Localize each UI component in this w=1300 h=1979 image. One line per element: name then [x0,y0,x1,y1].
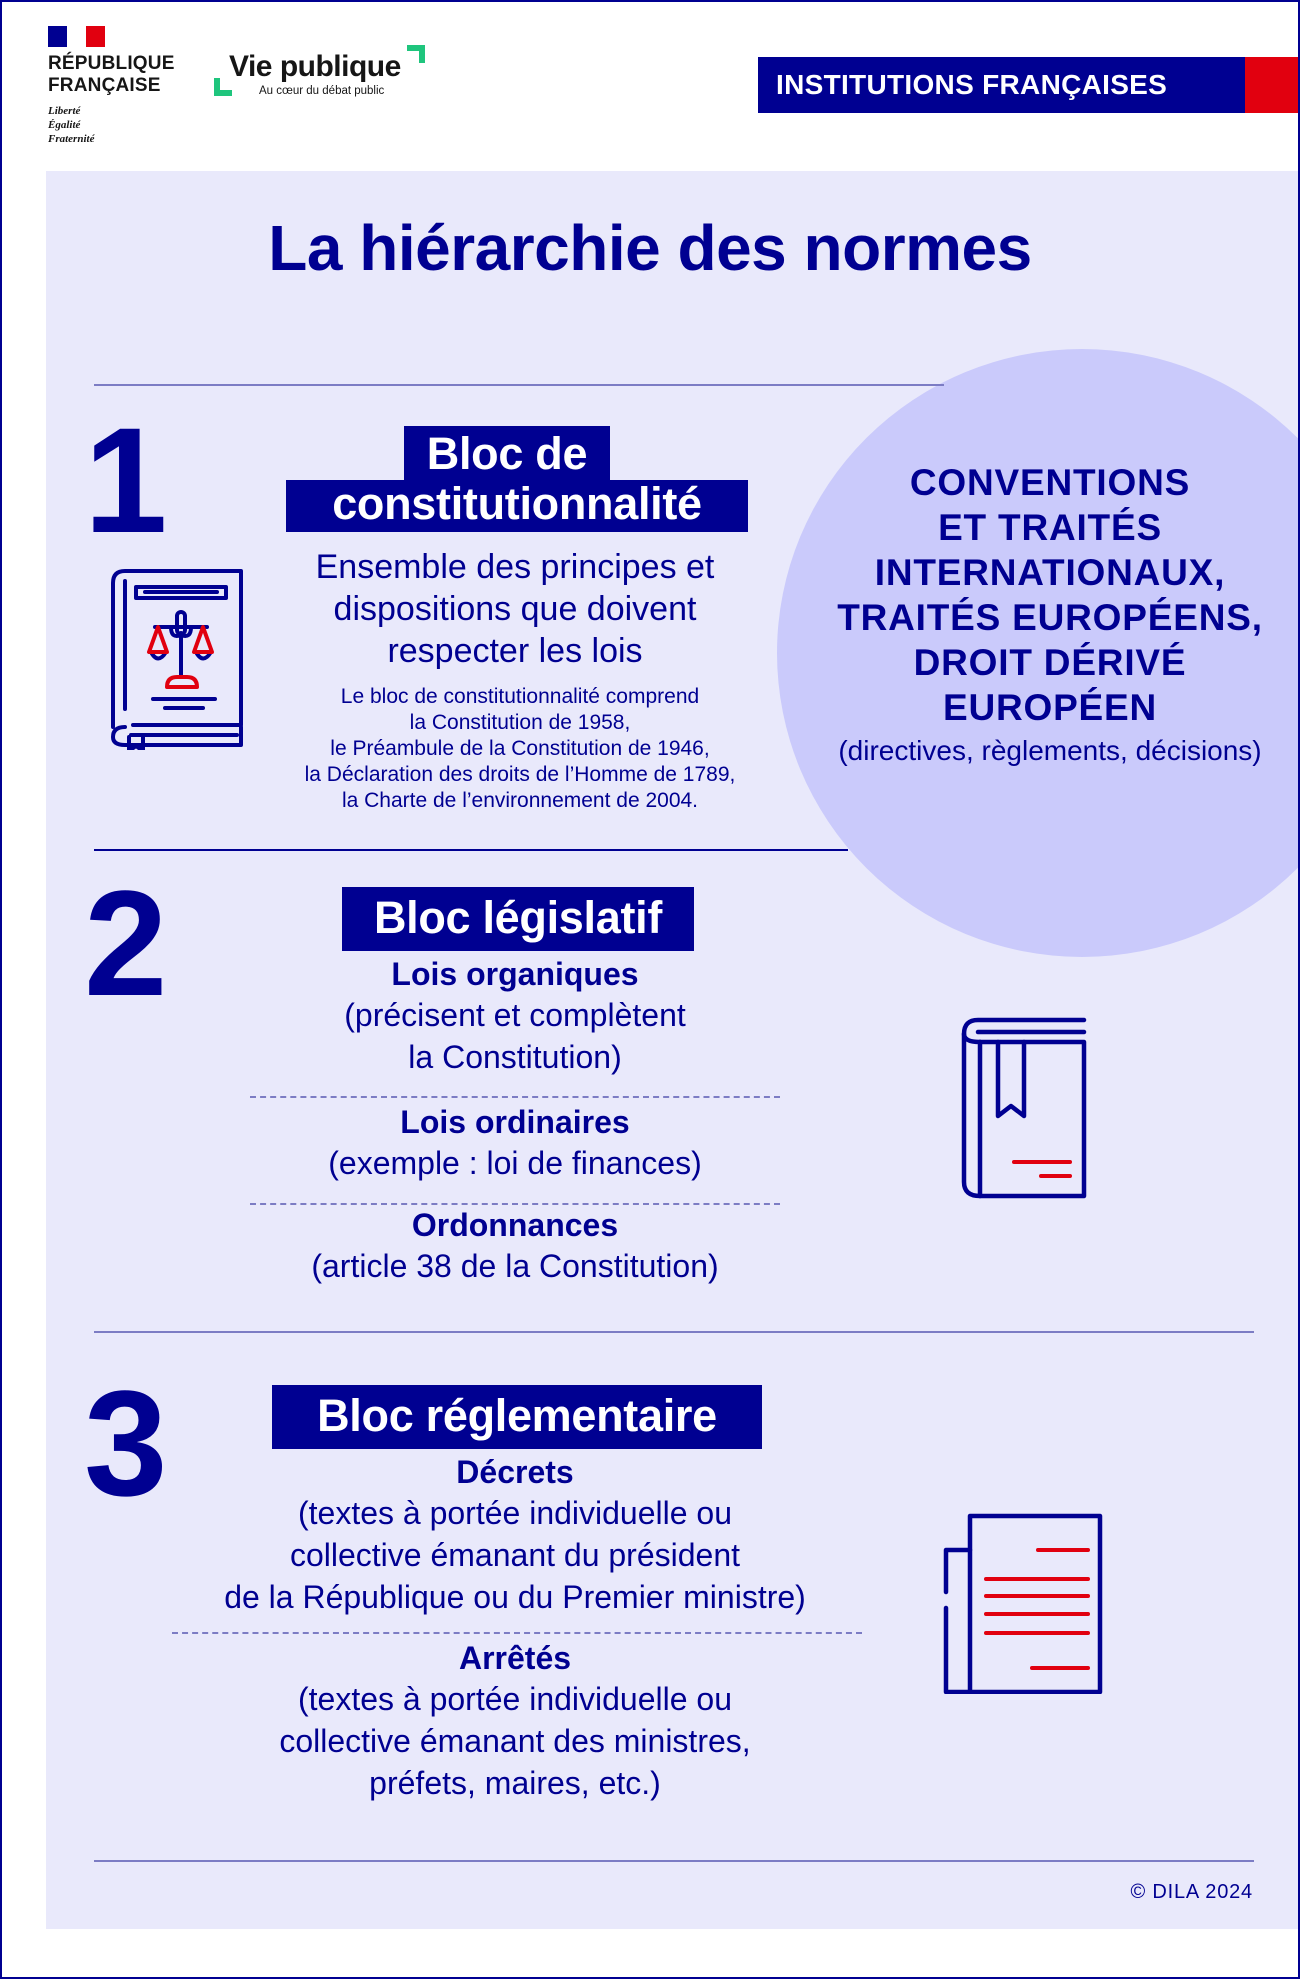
law-item [215,954,815,1078]
section-number: 3 [84,1359,168,1527]
law-item [215,1102,815,1184]
heading-line: ET TRAITÉS [938,507,1162,548]
motto-fraternite: Fraternité [48,133,95,145]
section-title-box: constitutionnalité [286,480,748,532]
divider [94,1860,1254,1862]
regulation-item-desc: préfets, maires, etc.) [369,1765,661,1801]
law-item-heading: Lois organiques [391,956,639,992]
document-pages-icon [942,1512,1104,1694]
heading-line: EUROPÉEN [942,687,1158,728]
republic-motto [48,104,94,146]
detail-line: la Constitution de 1958, [409,711,631,734]
dashed-separator [172,1632,862,1634]
motto-liberte: Liberté [48,105,81,117]
section-number: 2 [84,859,168,1027]
page-title: La hiérarchie des normes [268,212,1032,284]
category-banner: INSTITUTIONS FRANÇAISES [758,57,1246,113]
law-item-heading: Ordonnances [411,1207,619,1243]
section-title-box: Bloc de [404,426,610,482]
section-number: 1 [84,396,168,564]
regulation-item-desc: collective émanant du président [289,1537,741,1573]
motto-egalite: Égalité [48,119,81,131]
regulation-item-desc: (textes à portée individuelle ou [297,1681,733,1717]
regulation-item [150,1452,880,1618]
lead-line: Ensemble des principes et [315,548,715,586]
section-details [220,684,820,814]
vie-publique-bracket-icon [407,45,425,63]
detail-line: Le bloc de constitutionnalité comprend [340,685,700,708]
law-item-desc: (article 38 de la Constitution) [311,1248,719,1284]
french-flag-marianne-logo [48,26,105,47]
copyright: © DILA 2024 [1130,1881,1253,1903]
regulation-item-desc: de la République ou du Premier ministre) [224,1579,806,1615]
regulation-item [150,1638,880,1804]
international-law-subtitle: (directives, règlements, décisions) [838,735,1262,766]
detail-line: la Déclaration des droits de l’Homme de 1789, [304,763,736,786]
section-lead [250,546,780,672]
detail-line: la Charte de l’environnement de 2004. [341,789,699,812]
banner-red-accent [1245,57,1298,113]
regulation-item-desc: collective émanant des ministres, [279,1723,751,1759]
divider [94,384,944,386]
law-item-desc: la Constitution) [408,1039,622,1075]
law-item-heading: Lois ordinaires [400,1104,630,1140]
regulation-item-heading: Arrêtés [458,1640,572,1676]
republic-name-line2: FRANÇAISE [48,75,161,96]
republique-francaise-logo [48,53,175,97]
detail-line: le Préambule de la Constitution de 1946, [330,737,710,760]
heading-line: TRAITÉS EUROPÉENS, [837,597,1263,638]
regulation-item-desc: (textes à portée individuelle ou [297,1495,733,1531]
dashed-separator [250,1096,780,1098]
lead-line: dispositions que doivent [333,590,697,628]
vie-publique-logo-subtitle: Au cœur du débat public [259,85,385,97]
republic-name-line1: RÉPUBLIQUE [48,53,175,74]
divider [94,849,848,851]
section-title-box: Bloc législatif [342,887,694,951]
heading-line: DROIT DÉRIVÉ [913,642,1187,683]
law-item [215,1205,815,1287]
divider [94,1331,1254,1333]
lead-line: respecter les lois [387,632,643,670]
international-law-heading [800,460,1300,730]
book-bookmark-icon [960,1016,1088,1200]
vie-publique-logo-title: Vie publique [229,50,401,83]
law-item-desc: (exemple : loi de finances) [328,1145,702,1181]
heading-line: CONVENTIONS [909,462,1191,503]
international-law-text [800,460,1300,770]
section-title-box: Bloc réglementaire [272,1385,762,1449]
law-item-desc: (précisent et complètent [344,997,686,1033]
heading-line: INTERNATIONAUX, [874,552,1226,593]
regulation-item-heading: Décrets [456,1454,574,1490]
